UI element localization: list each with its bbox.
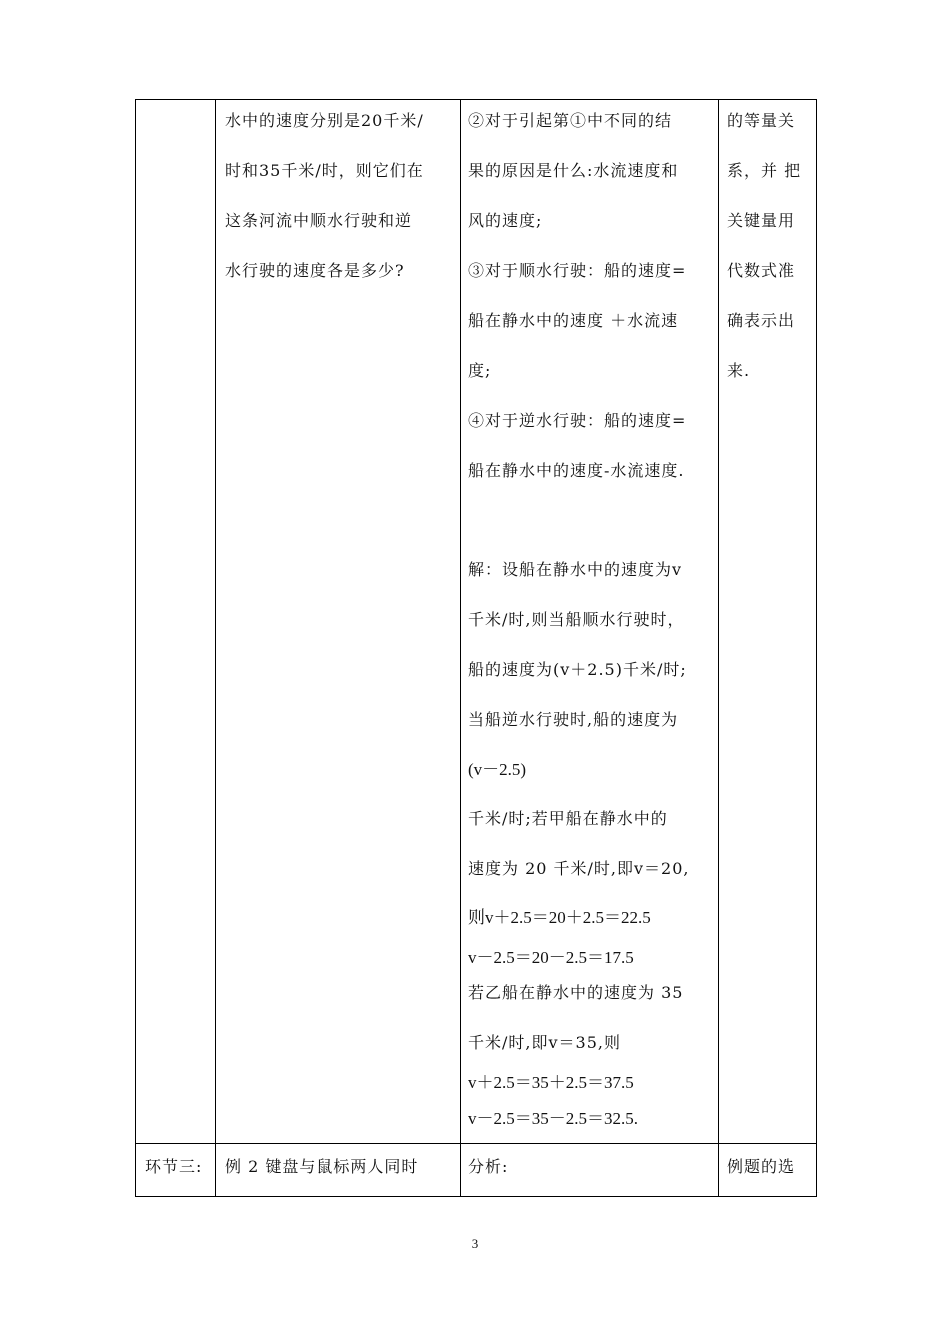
- problem-line: 时和35千米/时，则它们在: [225, 161, 424, 180]
- table-border-left: [135, 99, 136, 1197]
- column-divider-3: [718, 99, 719, 1197]
- intent-line: 系，并 把: [727, 161, 802, 180]
- analysis-line: 船在静水中的速度 ＋水流速: [468, 311, 679, 330]
- problem-line: 水行驶的速度各是多少?: [225, 261, 405, 280]
- equation-line: 则v＋2.5＝20＋2.5＝22.5: [468, 908, 651, 927]
- table-border-bottom: [135, 1196, 817, 1197]
- column-divider-1: [215, 99, 216, 1197]
- analysis-line: 船在静水中的速度-水流速度.: [468, 461, 685, 480]
- example-line: 例 2 键盘与鼠标两人同时: [225, 1157, 419, 1176]
- intent-line: 关键量用: [727, 211, 796, 230]
- analysis-line: 果的原因是什么:水流速度和: [468, 161, 679, 180]
- solution-line: 千米/时,即v＝35,则: [468, 1033, 621, 1052]
- row-divider: [135, 1143, 817, 1144]
- table-border-top: [135, 99, 817, 100]
- problem-line: 这条河流中顺水行驶和逆: [225, 211, 413, 230]
- column-divider-2: [460, 99, 461, 1197]
- solution-line: (v－2.5): [468, 760, 527, 779]
- solution-line: 千米/时;若甲船在静水中的: [468, 809, 668, 828]
- solution-line: 船的速度为(v＋2.5)千米/时;: [468, 660, 687, 679]
- analysis-line: 度;: [468, 361, 492, 380]
- analysis-line: ④对于逆水行驶：船的速度=: [468, 411, 687, 430]
- analysis-line: ③对于顺水行驶：船的速度=: [468, 261, 687, 280]
- lesson-table: [135, 99, 817, 1197]
- solution-line: 速度为 20 千米/时,即v＝20,: [468, 859, 690, 878]
- analysis-line: ②对于引起第①中不同的结: [468, 111, 673, 130]
- solution-line: 解：设船在静水中的速度为v: [468, 560, 683, 579]
- intent-line: 来.: [727, 361, 751, 380]
- table-border-right: [816, 99, 817, 1197]
- stage-label: 环节三:: [145, 1157, 203, 1176]
- intent-line: 代数式准: [727, 261, 796, 280]
- intent-line: 确表示出: [727, 311, 796, 330]
- problem-line: 水中的速度分别是20千米/: [225, 111, 424, 130]
- solution-line: 当船逆水行驶时,船的速度为: [468, 710, 679, 729]
- equation-line: v－2.5＝35－2.5＝32.5.: [468, 1109, 638, 1128]
- analysis-heading: 分析:: [468, 1157, 509, 1176]
- solution-line: 若乙船在静水中的速度为 35: [468, 983, 684, 1002]
- equation-line: v＋2.5＝35＋2.5＝37.5: [468, 1073, 634, 1092]
- intent-line: 例题的选: [727, 1157, 796, 1176]
- solution-line: 千米/时,则当船顺水行驶时，: [468, 610, 685, 629]
- intent-line: 的等量关: [727, 111, 796, 130]
- analysis-line: 风的速度;: [468, 211, 543, 230]
- equation-line: v－2.5＝20－2.5＝17.5: [468, 948, 634, 967]
- page-number: 3: [471, 1236, 479, 1251]
